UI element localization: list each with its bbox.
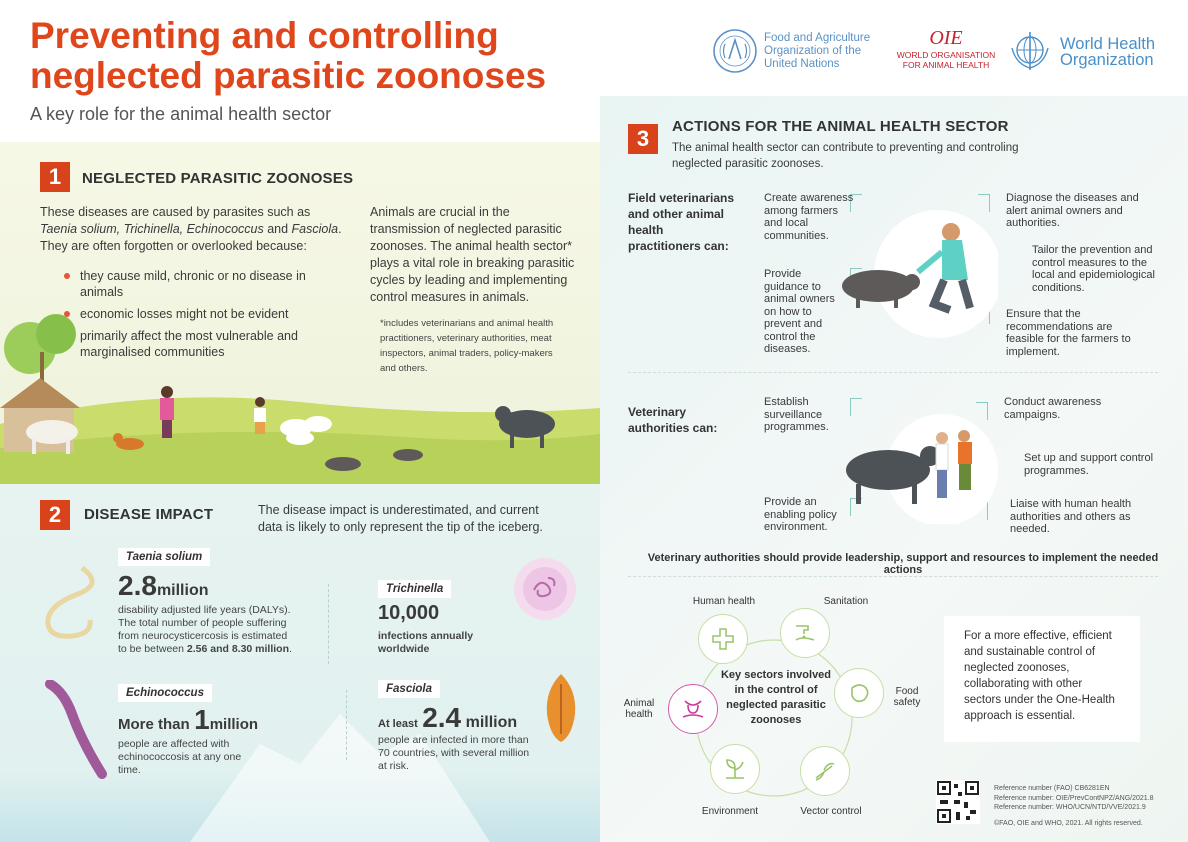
fao-logo <box>712 28 882 74</box>
meat-icon <box>846 680 872 706</box>
taenia-tag: Taenia solium <box>118 548 210 566</box>
fasciola-tag: Fasciola <box>378 680 440 698</box>
footnote: *includes veterinarians and animal health practitioners, veterinary authorities, meat inspectors, animal traders, policy-makers and others. <box>380 318 554 374</box>
sector-label: Vector control <box>800 806 862 817</box>
sector-food-safety <box>834 668 884 718</box>
boy-icon <box>254 397 266 434</box>
sector-vector-control <box>800 746 850 796</box>
mosquito-icon <box>812 758 838 784</box>
cow-hand-icon <box>679 695 707 723</box>
trichinella-stat: 10,000 <box>378 602 440 624</box>
section-heading: NEGLECTED PARASITIC ZOONOSES <box>82 170 354 187</box>
divider <box>328 584 329 664</box>
onehealth-box-text: For a more effective, efficient and sustainable control of neglected zoonoses, collaborating with other sectors under the One-Health approach is essential. <box>964 630 1115 722</box>
sector-animal-health <box>668 684 718 734</box>
sector-label: Food safety <box>893 686 921 708</box>
fao-name-line: United Nations <box>764 58 840 70</box>
taenia-desc: disability adjusted life years (DALYs). The total number of people suffering from neurocysticercosis is estimated to be between 2.56 and 8.30 million. <box>118 604 292 655</box>
divider <box>628 576 1158 577</box>
oie-logo <box>896 26 996 76</box>
liver-fluke-icon <box>544 672 578 744</box>
fao-name-line: Food and Agriculture <box>764 32 871 44</box>
section1-right-text: Animals are crucial in the transmission of neglected parasitic zoonoses. The animal health sector* plays a vital role in breaking parasitic cycles by leading and implementing control measures in animals. <box>370 205 575 304</box>
section-number: 1 <box>40 162 70 192</box>
onehealth-box <box>944 616 1140 742</box>
section2-intro: The disease impact is underestimated, and current data is likely to only represent the tip of the iceberg. <box>258 503 543 534</box>
page-subtitle: A key role for the animal health sector <box>30 104 332 124</box>
action-item: Establish surveillance programmes. <box>764 396 829 433</box>
section-actions <box>600 96 1188 842</box>
plant-icon <box>722 756 748 782</box>
action-item: Liaise with human health authorities and others as needed. <box>1010 498 1132 535</box>
who-logo <box>1006 28 1176 74</box>
echinococcus-stat: More than 1million <box>118 704 259 735</box>
oie-name-line: FOR ANIMAL HEALTH <box>902 60 990 70</box>
trichinella-cell-icon <box>512 556 578 622</box>
copyright: ©FAO, OIE and WHO, 2021. All rights reserved. <box>994 819 1143 827</box>
village-scene-illustration <box>0 312 600 484</box>
echinococcus-worm-icon <box>42 680 108 780</box>
action-item: Ensure that the recommendations are feasible for the farmers to implement. <box>1006 308 1131 358</box>
list-item: economic losses might not be evident <box>62 306 352 322</box>
trichinella-desc: infections annually worldwide <box>378 630 474 655</box>
taenia-stat: 2.8million <box>118 570 209 601</box>
tapeworm-icon <box>22 562 106 642</box>
action-item: Provide guidance to animal owners on how to prevent and control the diseases. <box>764 268 835 355</box>
section-disease-impact <box>0 484 600 842</box>
echinococcus-tag: Echinococcus <box>118 684 212 702</box>
fao-emblem-icon <box>712 28 758 74</box>
divider <box>346 690 347 760</box>
sector-human-health <box>698 614 748 664</box>
reference-line: Reference number: OIE/PrevContNPZ/ANG/2021.8 <box>994 794 1154 802</box>
list-item: primarily affect the most vulnerable and marginalised communities <box>62 328 352 360</box>
vet-authorities-label: Veterinary authorities can: <box>628 405 718 435</box>
leadership-note: Veterinary authorities should provide leadership, support and resources to implement the needed actions <box>647 552 1159 576</box>
section1-intro: These diseases are caused by parasites such as Taenia solium, Trichinella, Echinococcus and Fasciola. They are often forgotten or overlooked because: <box>40 205 342 253</box>
sector-label: Sanitation <box>823 596 869 607</box>
action-item: Set up and support control programmes. <box>1024 452 1154 477</box>
who-emblem-icon <box>1006 28 1054 74</box>
who-name-line: Organization <box>1060 51 1154 69</box>
person-icon <box>160 386 174 438</box>
trichinella-tag: Trichinella <box>378 580 451 598</box>
tap-water-icon <box>792 620 818 646</box>
section3-intro: The animal health sector can contribute to preventing and controling neglected parasitic zoonoses. <box>672 142 1019 170</box>
qr-code-icon <box>936 780 980 824</box>
oie-name-line: WORLD ORGANISATION <box>896 50 996 60</box>
action-item: Provide an enabling policy environment. <box>764 496 837 533</box>
fasciola-stat: At least 2.4 million <box>378 702 518 733</box>
sector-label: Environment <box>701 806 759 817</box>
sectors-center-text: Key sectors involved in the control of neglected parasitic zoonoses <box>720 669 832 726</box>
section-neglected-zoonoses <box>0 142 600 484</box>
oie-mark: OIE <box>929 27 963 49</box>
action-item: Tailor the prevention and control measures to the local and epidemiological conditions. <box>1032 244 1155 294</box>
action-item: Diagnose the diseases and alert animal owners and authorities. <box>1006 192 1139 229</box>
farmer-pig-illustration <box>838 210 998 340</box>
sector-environment <box>710 744 760 794</box>
who-name-line: World Health <box>1060 35 1156 53</box>
section-heading: ACTIONS FOR THE ANIMAL HEALTH SECTOR <box>672 118 1009 135</box>
action-item: Create awareness among farmers and local communities. <box>764 192 854 242</box>
divider <box>628 372 1158 373</box>
field-vets-label: Field veterinarians and other animal health practitioners can: <box>628 191 735 253</box>
action-item: Conduct awareness campaigns. <box>1004 396 1102 421</box>
officials-buffalo-illustration <box>842 414 1002 524</box>
section-number: 3 <box>628 124 658 154</box>
fao-name-line: Organization of the <box>764 45 862 57</box>
echinococcus-desc: people are affected with echinococcosis at any one time. <box>118 738 242 776</box>
references <box>994 784 1174 828</box>
fasciola-desc: people are infected in more than 70 countries, with several million at risk. <box>378 734 530 772</box>
page-title: Preventing and controlling neglected parasitic zoonoses <box>30 15 547 96</box>
list-item: they cause mild, chronic or no disease in animals <box>62 268 352 300</box>
sector-sanitation <box>780 608 830 658</box>
sector-label: Human health <box>692 596 756 607</box>
reference-line: Reference number: WHO/UCN/NTD/VVE/2021.9 <box>994 804 1146 811</box>
medical-cross-icon <box>711 627 735 651</box>
sector-label: Animal health <box>623 698 655 720</box>
reference-line: Reference number (FAO) CB6281EN <box>994 785 1110 792</box>
section-number: 2 <box>40 500 70 530</box>
section-heading: DISEASE IMPACT <box>84 506 214 523</box>
